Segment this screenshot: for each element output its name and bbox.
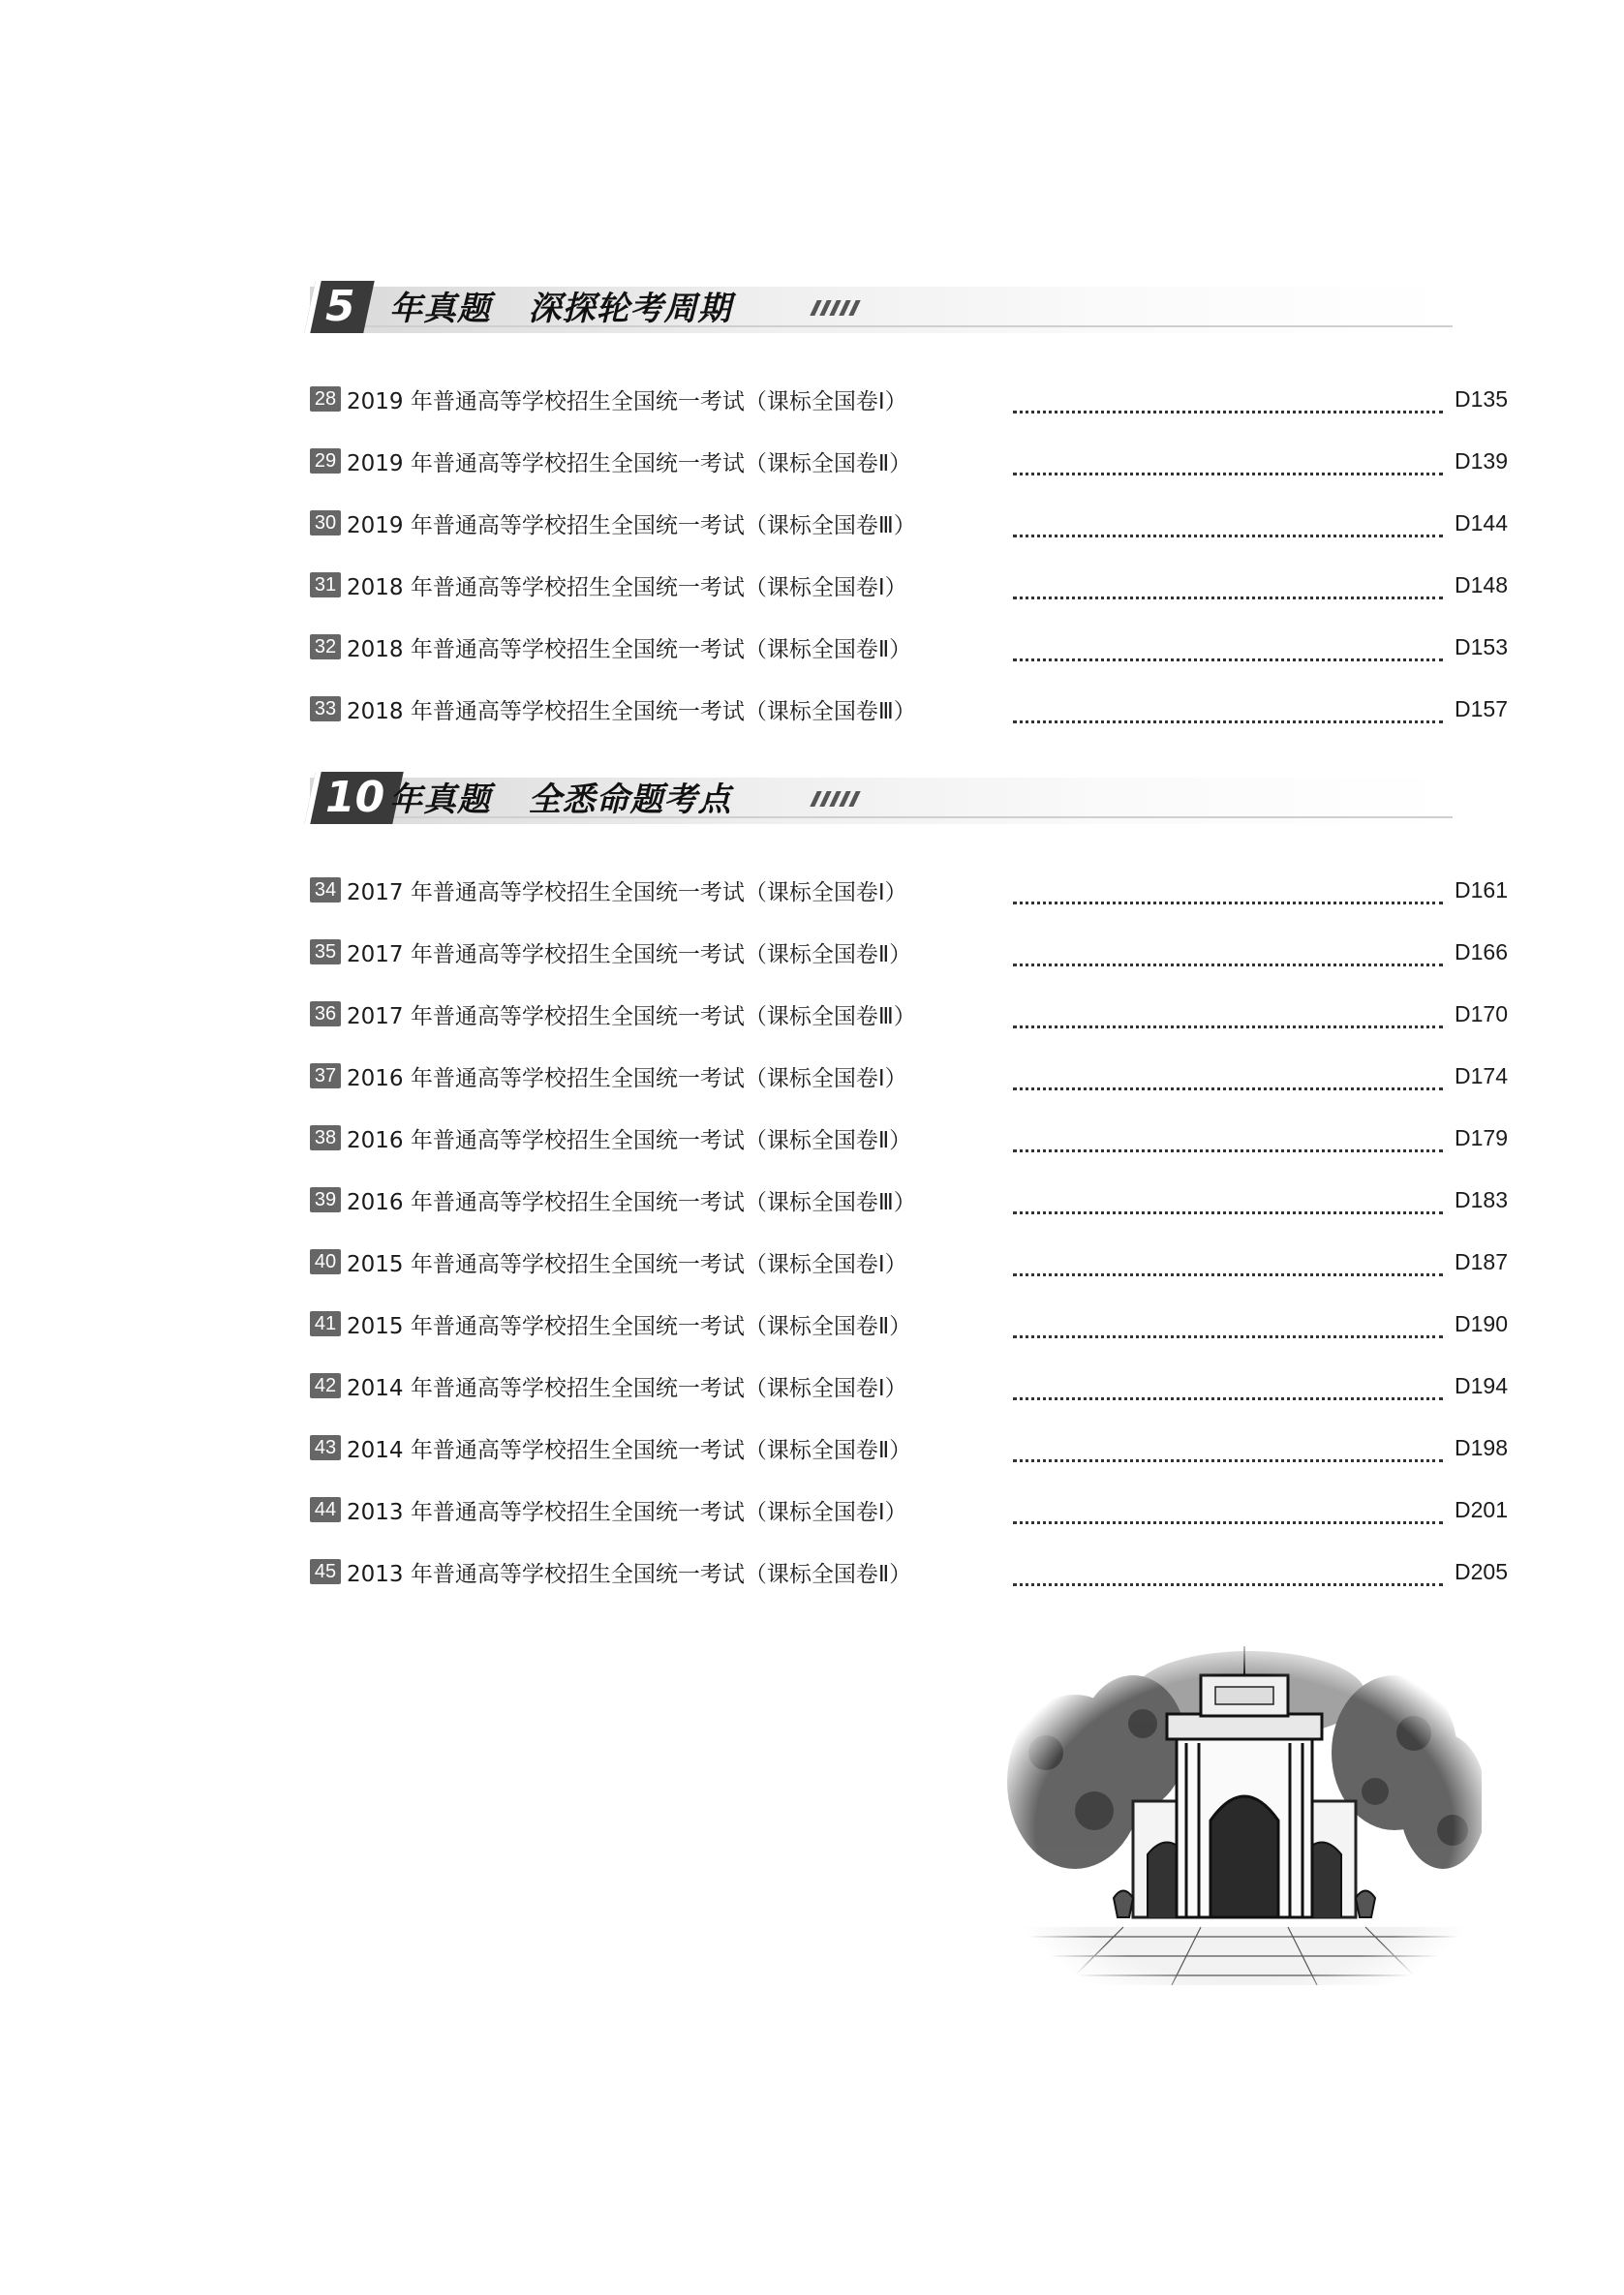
entry-title[interactable]: 2016 年普通高等学校招生全国统一考试（课标全国卷Ⅲ）: [347, 1189, 916, 1215]
entry-page[interactable]: D170: [1455, 1000, 1508, 1026]
entry-number: 28: [310, 386, 341, 412]
dot-leader: [1013, 1397, 1443, 1400]
entry-title[interactable]: 2015 年普通高等学校招生全国统一考试（课标全国卷Ⅱ）: [347, 1313, 912, 1339]
entry-page[interactable]: D174: [1455, 1062, 1508, 1088]
entry-page[interactable]: D205: [1455, 1558, 1508, 1584]
entry-title[interactable]: 2014 年普通高等学校招生全国统一考试（课标全国卷Ⅰ）: [347, 1375, 907, 1401]
entry-number: 38: [310, 1125, 341, 1150]
entry-number: 36: [310, 1001, 341, 1026]
entry-page[interactable]: D201: [1455, 1496, 1508, 1522]
toc-section-5-year: [310, 281, 1511, 740]
entry-page[interactable]: D148: [1455, 571, 1508, 597]
entry-number: 31: [310, 572, 341, 597]
toc-entry[interactable]: [310, 921, 1511, 983]
dot-leader: [1013, 1149, 1443, 1152]
section-slash-decoration: [813, 791, 857, 811]
section-header: [310, 281, 1511, 345]
toc-list: [310, 859, 1511, 1603]
dot-leader: [1013, 1087, 1443, 1090]
dot-leader: [1013, 1025, 1443, 1028]
entry-title[interactable]: 2013 年普通高等学校招生全国统一考试（课标全国卷Ⅱ）: [347, 1561, 912, 1587]
toc-entry[interactable]: [310, 430, 1511, 492]
toc-entry[interactable]: [310, 1479, 1511, 1541]
entry-number: 43: [310, 1435, 341, 1460]
toc-entry[interactable]: [310, 1169, 1511, 1231]
entry-title[interactable]: 2013 年普通高等学校招生全国统一考试（课标全国卷Ⅰ）: [347, 1499, 907, 1525]
entry-page[interactable]: D144: [1455, 509, 1508, 536]
entry-page[interactable]: D183: [1455, 1186, 1508, 1212]
dot-leader: [1013, 720, 1443, 723]
toc-entry[interactable]: [310, 1417, 1511, 1479]
toc-entry[interactable]: [310, 492, 1511, 554]
entry-page[interactable]: D135: [1455, 385, 1508, 412]
dot-leader: [1013, 473, 1443, 475]
dot-leader: [1013, 1335, 1443, 1338]
entry-number: 33: [310, 696, 341, 721]
toc-section-10-year: [310, 772, 1511, 1603]
gate-sketch-illustration: [1007, 1637, 1482, 1985]
entry-number: 30: [310, 510, 341, 536]
dot-leader: [1013, 1521, 1443, 1524]
section-number-badge: [304, 281, 374, 333]
entry-title[interactable]: 2015 年普通高等学校招生全国统一考试（课标全国卷Ⅰ）: [347, 1251, 907, 1277]
entry-title[interactable]: 2017 年普通高等学校招生全国统一考试（课标全国卷Ⅲ）: [347, 1003, 916, 1029]
entry-title[interactable]: 2017 年普通高等学校招生全国统一考试（课标全国卷Ⅰ）: [347, 879, 907, 905]
entry-title[interactable]: 2019 年普通高等学校招生全国统一考试（课标全国卷Ⅱ）: [347, 450, 912, 476]
entry-title[interactable]: 2019 年普通高等学校招生全国统一考试（课标全国卷Ⅰ）: [347, 388, 907, 414]
entry-page[interactable]: D161: [1455, 876, 1508, 903]
entry-number: 29: [310, 448, 341, 474]
toc-entry[interactable]: [310, 678, 1511, 740]
gate-sketch-icon: [1007, 1637, 1482, 1985]
dot-leader: [1013, 1273, 1443, 1276]
entry-title[interactable]: 2019 年普通高等学校招生全国统一考试（课标全国卷Ⅲ）: [347, 512, 916, 538]
dot-leader: [1013, 902, 1443, 904]
section-title: 年真题 全悉命题考点: [389, 780, 732, 819]
dot-leader: [1013, 535, 1443, 537]
dot-leader: [1013, 964, 1443, 966]
entry-page[interactable]: D157: [1455, 695, 1508, 721]
entry-title[interactable]: 2018 年普通高等学校招生全国统一考试（课标全国卷Ⅲ）: [347, 698, 916, 724]
section-header: [310, 772, 1511, 836]
entry-page[interactable]: D139: [1455, 447, 1508, 474]
section-number: 5: [325, 282, 355, 331]
entry-page[interactable]: D179: [1455, 1124, 1508, 1150]
entry-title[interactable]: 2018 年普通高等学校招生全国统一考试（课标全国卷Ⅰ）: [347, 574, 907, 600]
entry-number: 39: [310, 1187, 341, 1212]
entry-number: 37: [310, 1063, 341, 1088]
toc-entry[interactable]: [310, 1231, 1511, 1293]
entry-number: 32: [310, 634, 341, 659]
dot-leader: [1013, 1459, 1443, 1462]
dot-leader: [1013, 411, 1443, 413]
dot-leader: [1013, 597, 1443, 599]
entry-page[interactable]: D166: [1455, 938, 1508, 964]
entry-page[interactable]: D198: [1455, 1434, 1508, 1460]
entry-title[interactable]: 2018 年普通高等学校招生全国统一考试（课标全国卷Ⅱ）: [347, 636, 912, 662]
entry-number: 41: [310, 1311, 341, 1336]
entry-number: 34: [310, 877, 341, 903]
section-slash-decoration: [813, 300, 857, 320]
dot-leader: [1013, 1583, 1443, 1586]
toc-entry[interactable]: [310, 1293, 1511, 1355]
toc-entry[interactable]: [310, 1355, 1511, 1417]
entry-page[interactable]: D190: [1455, 1310, 1508, 1336]
entry-title[interactable]: 2016 年普通高等学校招生全国统一考试（课标全国卷Ⅰ）: [347, 1065, 907, 1091]
toc-entry[interactable]: [310, 1541, 1511, 1603]
toc-list: [310, 368, 1511, 740]
dot-leader: [1013, 658, 1443, 661]
entry-title[interactable]: 2017 年普通高等学校招生全国统一考试（课标全国卷Ⅱ）: [347, 941, 912, 967]
toc-entry[interactable]: [310, 554, 1511, 616]
toc-entry[interactable]: [310, 1045, 1511, 1107]
toc-entry[interactable]: [310, 1107, 1511, 1169]
section-number: 10: [325, 773, 385, 822]
toc-entry[interactable]: [310, 616, 1511, 678]
toc-entry[interactable]: [310, 368, 1511, 430]
entry-title[interactable]: 2014 年普通高等学校招生全国统一考试（课标全国卷Ⅱ）: [347, 1437, 912, 1463]
toc-entry[interactable]: [310, 983, 1511, 1045]
entry-page[interactable]: D194: [1455, 1372, 1508, 1398]
entry-number: 35: [310, 939, 341, 964]
toc-entry[interactable]: [310, 859, 1511, 921]
entry-title[interactable]: 2016 年普通高等学校招生全国统一考试（课标全国卷Ⅱ）: [347, 1127, 912, 1153]
section-title: 年真题 深探轮考周期: [389, 290, 732, 328]
entry-number: 40: [310, 1249, 341, 1274]
dot-leader: [1013, 1211, 1443, 1214]
entry-page[interactable]: D187: [1455, 1248, 1508, 1274]
entry-page[interactable]: D153: [1455, 633, 1508, 659]
entry-number: 45: [310, 1559, 341, 1584]
entry-number: 44: [310, 1497, 341, 1522]
entry-number: 42: [310, 1373, 341, 1398]
